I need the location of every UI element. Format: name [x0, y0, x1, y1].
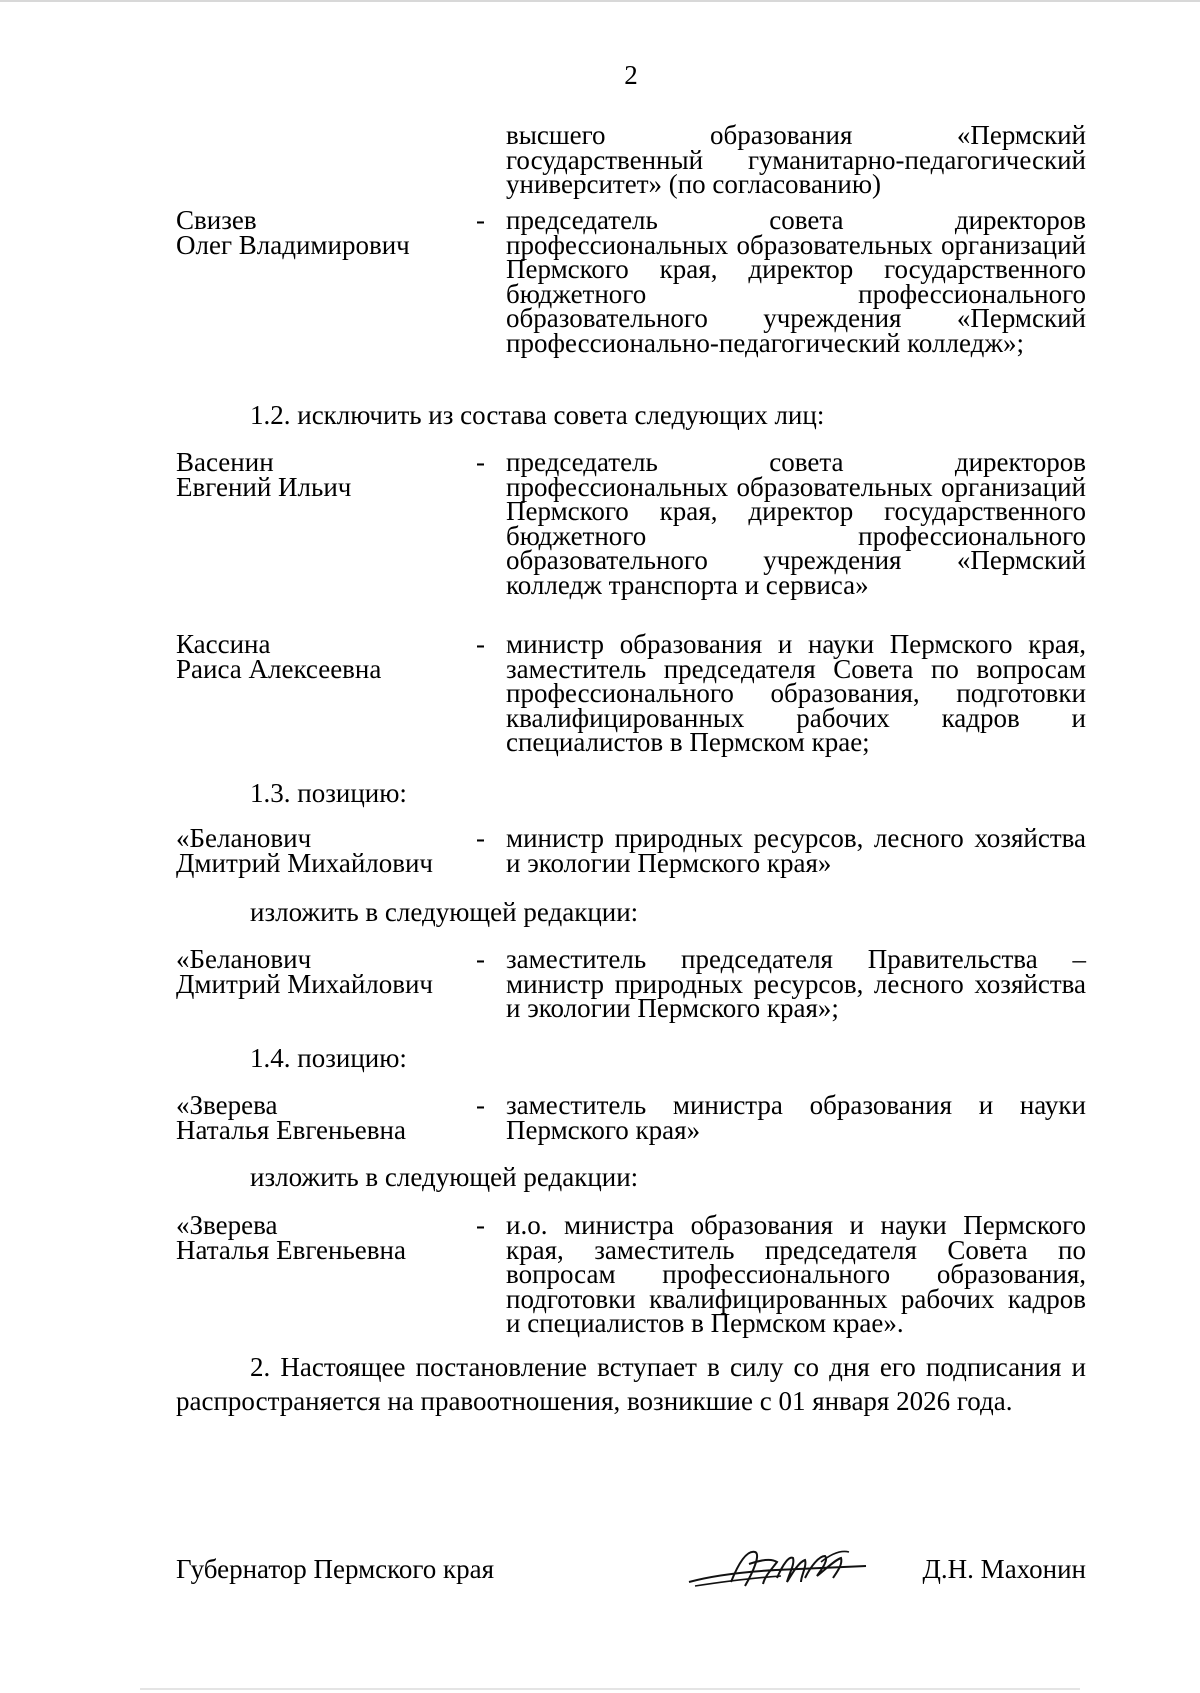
section-1-4-transition: изложить в следующей редакции: [250, 1162, 639, 1192]
entry-description: председатель совета директоров профессиональных образовательных организаций Пермского края, директор государственного бюджетного профессионального образовательного учреждения «Пермский колледж транспорта и сервиса» [506, 447, 1086, 600]
section-1-4-heading: 1.4. позицию: [250, 1043, 407, 1073]
signature-row [176, 1548, 1086, 1592]
entry-name [176, 447, 466, 502]
entry-dash: - [476, 1090, 485, 1120]
entry-dash: - [476, 629, 485, 659]
section-1-2-heading: 1.2. исключить из состава совета следующих лиц: [250, 400, 825, 430]
entry-description: заместитель председателя Правительства – министр природных ресурсов, лесного хозяйства и экологии Пермского края»; [506, 944, 1086, 1024]
handwritten-signature-icon [681, 1542, 881, 1598]
entry-name [176, 205, 466, 260]
section-1-3-transition: изложить в следующей редакции: [250, 897, 639, 927]
entry-description: председатель совета директоров профессиональных образовательных организаций Пермского края, директор государственного бюджетного профессионального образовательного учреждения «Пермский профессионально-педагогический колледж»; [506, 205, 1086, 358]
entry-dash: - [476, 205, 485, 235]
entry-given-names: Дмитрий Михайлович [176, 847, 434, 878]
entry-given-names: Олег Владимирович [176, 229, 410, 260]
entry-given-names: Дмитрий Михайлович [176, 968, 434, 999]
entry-description: высшего образования «Пермский государственный гуманитарно-педагогический университет» (по согласованию) [506, 120, 1086, 200]
entry-name [176, 629, 466, 684]
entry-dash: - [476, 447, 485, 477]
entry-zvereva-new [176, 1210, 1086, 1339]
entry-belanovich-new [176, 944, 1086, 1024]
entry-description: заместитель министра образования и науки Пермского края» [506, 1090, 1086, 1145]
entry-name [176, 1210, 466, 1265]
page-number: 2 [624, 60, 638, 90]
signature-title: Губернатор Пермского края [176, 1554, 495, 1584]
entry-surname: «Беланович [176, 944, 312, 974]
entry-description: министр образования и науки Пермского края, заместитель председателя Совета по вопросам профессионального образования, подготовки квалифицированных рабочих кадров и специалистов в Пермском крае; [506, 629, 1086, 758]
entry-surname: Кассина [176, 629, 271, 659]
section-1-3-heading: 1.3. позицию: [250, 778, 407, 808]
scan-edge-top [0, 0, 1200, 2]
entry-svizev [176, 205, 1086, 358]
scan-edge-bottom [140, 1688, 1080, 1690]
entry-surname: «Беланович [176, 823, 312, 853]
entry-name [176, 1090, 466, 1145]
continuation-entry [176, 120, 1086, 200]
entry-zvereva-old [176, 1090, 1086, 1145]
entry-description: и.о. министра образования и науки Пермского края, заместитель председателя Совета по вопросам профессионального образования, подготовки квалифицированных рабочих кадров и специалистов в Пермском крае». [506, 1210, 1086, 1339]
entry-given-names: Наталья Евгеньевна [176, 1114, 406, 1145]
entry-kassina [176, 629, 1086, 758]
entry-surname: «Зверева [176, 1090, 278, 1120]
entry-surname: Свизев [176, 205, 257, 235]
entry-given-names: Раиса Алексеевна [176, 653, 382, 684]
paragraph-2: 2. Настоящее постановление вступает в силу со дня его подписания и распространяется на правоотношения, возникшие с 01 января 2026 года. [176, 1352, 1086, 1416]
signature-name: Д.Н. Махонин [922, 1554, 1086, 1584]
entry-name [176, 823, 466, 878]
entry-belanovich-old [176, 823, 1086, 878]
entry-given-names: Наталья Евгеньевна [176, 1234, 406, 1265]
entry-vasenin [176, 447, 1086, 600]
entry-dash: - [476, 1210, 485, 1240]
entry-dash: - [476, 823, 485, 853]
entry-description: министр природных ресурсов, лесного хозяйства и экологии Пермского края» [506, 823, 1086, 878]
entry-name [176, 944, 466, 999]
entry-given-names: Евгений Ильич [176, 471, 352, 502]
entry-surname: «Зверева [176, 1210, 278, 1240]
entry-dash: - [476, 944, 485, 974]
entry-surname: Васенин [176, 447, 274, 477]
